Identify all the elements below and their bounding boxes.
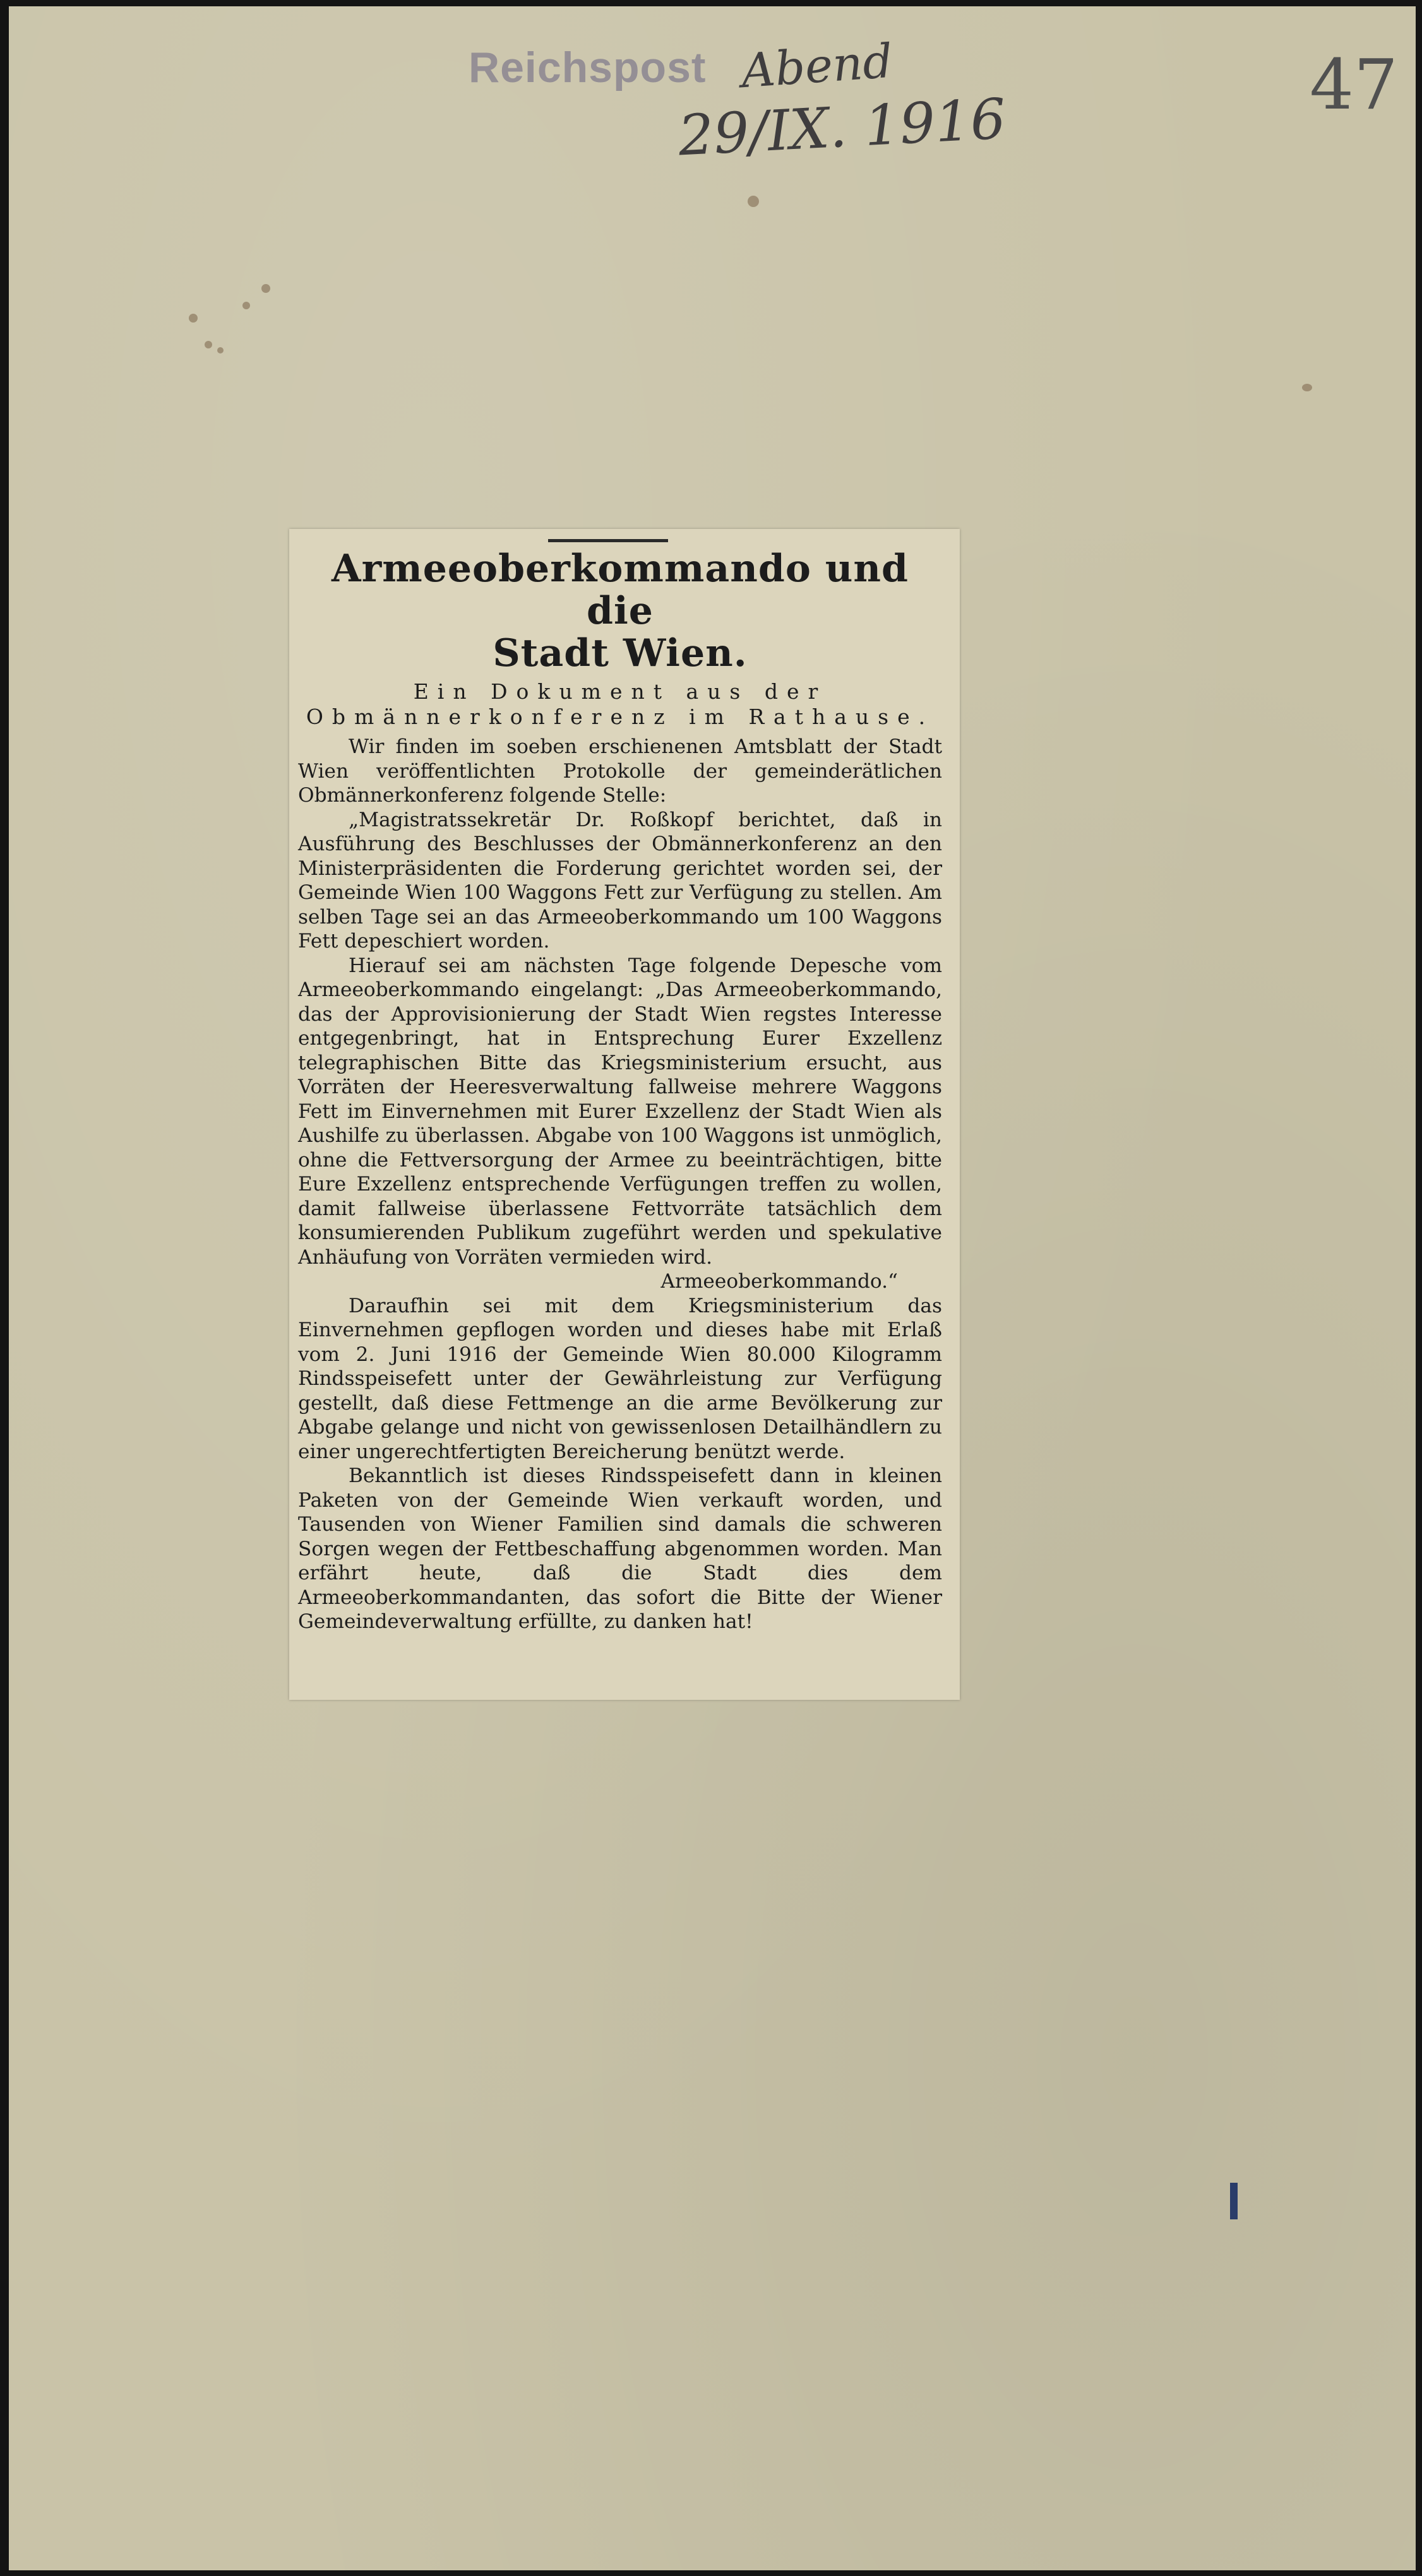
top-rule: [548, 539, 668, 542]
source-stamp: Reichspost: [469, 44, 707, 92]
stain-spot: [1302, 384, 1312, 391]
blue-pencil-mark: [1230, 2183, 1238, 2219]
headline-line-2: Stadt Wien.: [493, 631, 748, 676]
article-paragraph-2: „Magistratssekretär Dr. Roßkopf berichtet, daß in Ausführung des Beschlusses der Obmännerkonferenz an den Ministerpräsidenten die Forderung gerichtet worden sei, der Gemeinde Wien 100 Waggons Fett zur Verfügung zu stellen. Am selben Tage sei an das Armeeoberkommando um 100 Waggons Fett depeschiert worden.: [298, 808, 942, 953]
stain-spot: [205, 341, 212, 348]
stain-spot: [242, 302, 250, 309]
newspaper-clipping: [289, 529, 960, 1700]
stain-spot: [748, 196, 759, 207]
handwritten-date-note: 29/IX. 1916: [676, 86, 1008, 169]
article: [298, 548, 942, 1634]
article-headline: [298, 548, 942, 675]
handwritten-edition-note: Abend: [739, 33, 895, 99]
handwritten-page-number: 47: [1310, 44, 1398, 125]
article-paragraph-5: Bekanntlich ist dieses Rindsspeisefett dann in kleinen Paketen von der Gemeinde Wien verkauft worden, und Tausenden von Wiener Familien sind damals die schweren Sorgen wegen der Fettbeschaffung abgenommen worden. Man erfährt heute, daß die Stadt dies dem Armeeoberkommandanten, das sofort die Bitte der Wiener Gemeindeverwaltung erfüllte, zu danken hat!: [298, 1464, 942, 1634]
article-paragraph-4: Daraufhin sei mit dem Kriegsministerium das Einvernehmen gepflogen worden und dieses habe mit Erlaß vom 2. Juni 1916 der Gemeinde Wien 80.000 Kilogramm Rindsspeisefett unter der Gewährleistung zur Verfügung gestellt, daß diese Fettmenge an die arme Bevölkerung zur Abgabe gelange und nicht von gewissenlosen Detailhändlern zu einer ungerechtfertigten Bereicherung benützt werde.: [298, 1294, 942, 1463]
stain-spot: [217, 347, 224, 353]
telegram-quote: Hierauf sei am nächsten Tage folgende Depesche vom Armeeoberkommando eingelangt: „Das Armeeoberkommando, das der Approvisionierung der Stadt Wien regstes Interesse entgegenbringt, hat in Entsprechung Eurer Exzellenz telegraphischen Bitte das Kriegsministerium ersucht, aus Vorräten der Heeresverwaltung fallweise mehrere Waggons Fett im Einvernehmen mit Eurer Exzellenz der Stadt Wien als Aushilfe zu überlassen. Abgabe von 100 Waggons ist unmöglich, ohne die Fettversorgung der Armee zu beeinträchtigen, bitte Eure Exzellenz entsprechende Verfügungen treffen zu wollen, damit fallweise überlassene Fettvorräte tatsächlich dem konsumierenden Publikum zugeführt werden und spekulative Anhäufung von Vorräten vermieden wird.: [298, 954, 942, 1269]
stain-spot: [261, 284, 270, 293]
article-subheadline: Ein Dokument aus der Obmännerkonferenz im Rathause.: [306, 679, 935, 729]
telegram-signature: Armeeoberkommando.“: [660, 1270, 898, 1293]
archive-sheet: [9, 6, 1416, 2570]
headline-line-1: Armeeoberkommando und die: [332, 547, 909, 634]
stain-spot: [189, 314, 198, 323]
article-paragraph-1: Wir finden im soeben erschienenen Amtsblatt der Stadt Wien veröffentlichten Protokolle der gemeinderätlichen Obmännerkonferenz folgende Stelle:: [298, 735, 942, 807]
article-paragraph-3: [298, 954, 942, 1294]
